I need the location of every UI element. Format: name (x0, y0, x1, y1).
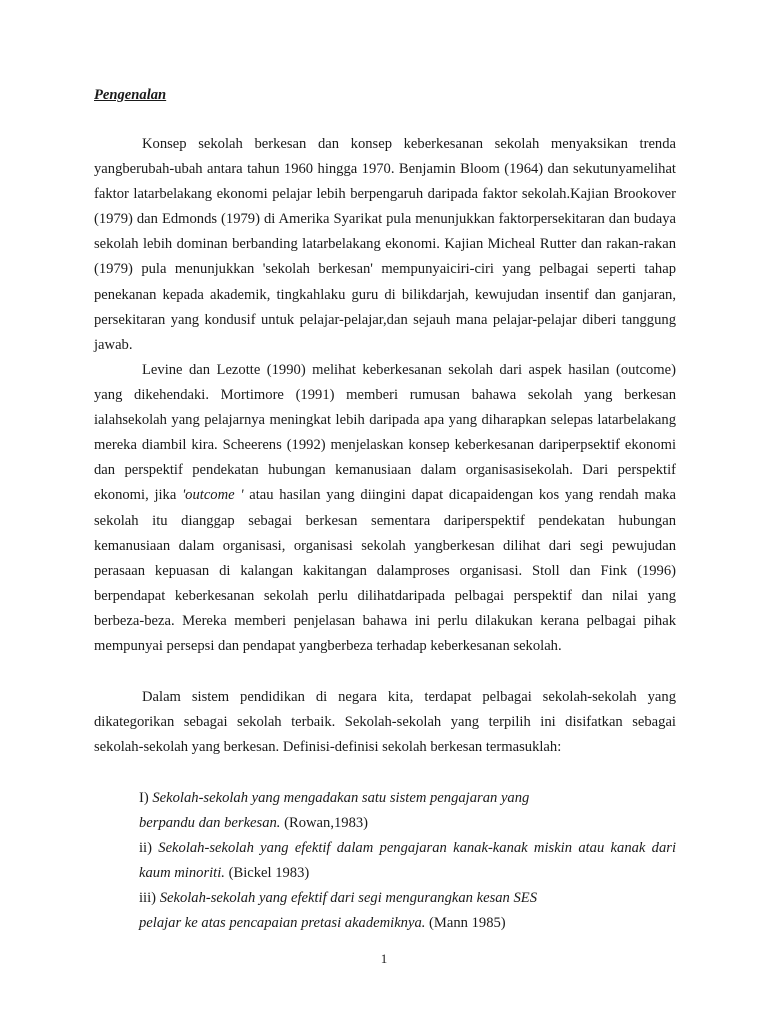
paragraph-perspectives (94, 358, 676, 659)
paragraph-definitions-intro-text: Dalam sistem pendidikan di negara kita, terdapat pelbagai sekolah-sekolah yang dikategorikan sebagai sekolah terbaik. Sekolah-sekolah yang terpilih ini disifatkan sebagai sekolah-sekolah yang berkesan. Definisi-definisi sekolah berkesan termasuklah: (94, 689, 676, 756)
list-item-number: I) (139, 790, 153, 806)
list-item-continuation (139, 911, 676, 936)
list-item-text: Sekolah-sekolah yang mengadakan satu sistem pengajaran yang (152, 790, 530, 806)
list-item (139, 786, 676, 811)
paragraph-perspectives-text-b: atau hasilan yang diingini dapat dicapaidengan kos yang rendah maka sekolah itu dianggap sebagai berkesan sementara dariperspektif pendekatan hubungan kemanusiaan dalam organisasi, organisasi sekolah yangberkesan dilihat dari segi pewujudan perasaan kepuasan di kalangan kakitangan dalamproses organisasi. Stoll dan Fink (1996) berpendapat keberkesanan sekolah perlu dilihatdaripada pelbagai perspektif dan nilai yang berbeza-beza. Mereka memberi penjelasan bahawa ini perlu dilakukan kerana pelbagai pihak mempunyai persepsi dan pendapat yangberbeza terhadap keberkesanan sekolah. (94, 487, 676, 655)
list-item-citation: (Rowan,1983) (280, 815, 369, 831)
outcome-term: 'outcome ' (182, 487, 244, 504)
list-item-continuation (139, 811, 676, 836)
paragraph-intro-text: Konsep sekolah berkesan dan konsep keberkesanan sekolah menyaksikan trenda yangberubah-ubah antara tahun 1960 hingga 1970. Benjamin Bloom (1964) dan sekutunyamelihat faktor latarbelakang ekonomi pelajar lebih berpengaruh daripada faktor sekolah.Kajian Brookover (1979) dan Edmonds (1979) di Amerika Syarikat pula menunjukkan faktorpersekitaran dan budaya sekolah lebih dominan berbanding latarbelakang ekonomi. Kajian Micheal Rutter dan rakan-rakan (1979) pula menunjukkan 'sekolah berkesan' mempunyaiciri-ciri yang pelbagai seperti tahap penekanan kepada akademik, tingkahlaku guru di bilikdarjah, kewujudan insentif dan ganjaran, persekitaran yang kondusif untuk pelajar-pelajar,dan sejauh mana pelajar-pelajar diberi tanggung jawab. (94, 136, 676, 353)
list-item-citation: (Bickel 1983) (224, 865, 310, 881)
page-number: 1 (380, 951, 388, 966)
list-item-number: iii) (139, 890, 160, 906)
section-heading: Pengenalan (94, 87, 167, 103)
paragraph-perspectives-text-a: Levine dan Lezotte (1990) melihat keberkesanan sekolah dari aspek hasilan (outcome) yang dikehendaki. Mortimore (1991) memberi rumusan bahawa sekolah yang berkesan ialahsekolah yang pelajarnya meningkat lebih daripada apa yang diharapkan selepas latarbelakang mereka diambil kira. Scheerens (1992) menjelaskan konsep keberkesanan dariperpsektif ekonomi dan perspektif pendekatan hubungan kemanusiaan dalam organisasisekolah. Dari perspektif ekonomi, jika (94, 362, 676, 504)
list-item-text: Sekolah-sekolah yang efektif dari segi mengurangkan kesan SES (159, 890, 538, 906)
list-item-text: berpandu dan berkesan. (139, 815, 281, 831)
list-item-number: ii) (139, 840, 159, 856)
definition-list (139, 786, 676, 936)
list-item-citation: (Mann 1985) (425, 915, 506, 931)
paragraph-definitions-intro (94, 685, 676, 760)
paragraph-intro (94, 132, 676, 358)
list-item-text: pelajar ke atas pencapaian pretasi akademiknya. (139, 915, 426, 931)
list-item-text: Sekolah-sekolah yang efektif dalam pengajaran kanak-kanak miskin atau kanak dari kaum minoriti. (139, 840, 676, 881)
list-item (139, 886, 676, 911)
list-item (139, 836, 676, 886)
